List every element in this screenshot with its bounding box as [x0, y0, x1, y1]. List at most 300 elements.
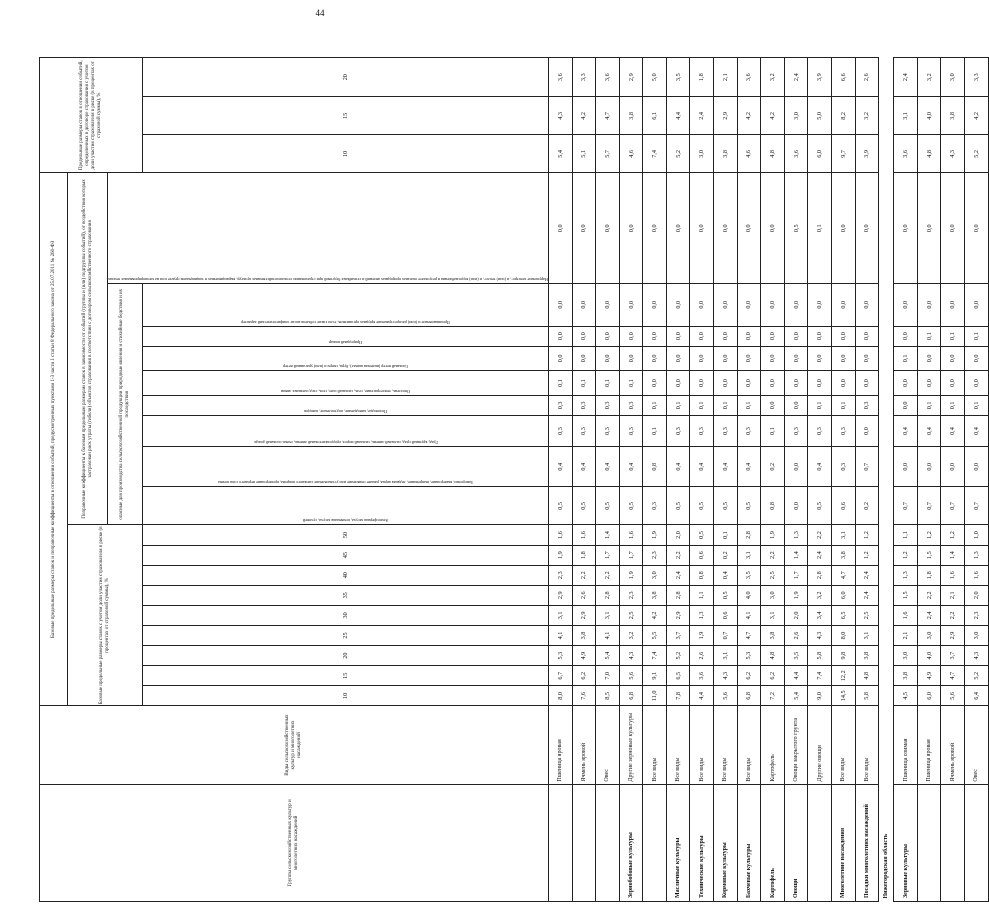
event-9-header: Нарушение электро-, и (или) тепло-, и (или) водоснабжения в результате опасных природных явлений и стихийных бедствий при страховании сельскохозяйственных культур, выращиваемых в защищенном грунте или на мелиорированных землях [108, 173, 549, 284]
base-rate-cell: 2,8 [596, 585, 620, 605]
crop-type-cell: Все виды [643, 706, 667, 784]
table-row [714, 58, 738, 902]
special-rate-cell: 3,6 [894, 135, 918, 173]
coefficient-cell: 0,0 [832, 371, 856, 396]
base-rate-cell: 14,5 [832, 686, 856, 706]
base-rate-cell: 1,6 [548, 525, 572, 545]
coefficient-cell: 0,0 [548, 326, 572, 346]
base-rate-cell: 3,5 [737, 565, 761, 585]
crop-type-cell: Все виды [855, 706, 879, 784]
special-rate-cell: 4,8 [917, 135, 941, 173]
base-rate-cell: 0,5 [690, 525, 714, 545]
coefficient-cell: 0,0 [548, 346, 572, 371]
base-rate-cell: 1,9 [761, 525, 785, 545]
base-rate-cell: 5,2 [965, 666, 989, 686]
coefficient-cell: 0,3 [548, 395, 572, 415]
crop-type-cell: Пшеница озимая [894, 706, 918, 784]
base-rate-cell: 3,4 [808, 605, 832, 625]
crop-type-cell: Овес [965, 706, 989, 784]
base-rate-cell: 1,9 [784, 585, 808, 605]
base-rate-cell: 5,6 [714, 686, 738, 706]
coefficient-cell: 0,5 [596, 487, 620, 525]
base-rate-cell: 1,1 [690, 585, 714, 605]
coefficient-cell: 0,3 [596, 395, 620, 415]
col-crop-group: Группы сельскохозяйственных культур и многолетних насаждений [40, 784, 549, 901]
crop-type-cell: Другие зерновые культуры [619, 706, 643, 784]
coefficient-cell: 0,0 [714, 173, 738, 284]
special-rate-cell: 4,6 [737, 135, 761, 173]
coefficient-cell: 0,5 [808, 487, 832, 525]
base-rate-level-25: 25 [142, 625, 548, 645]
base-rate-cell: 2,2 [941, 605, 965, 625]
special-rate-cell: 3,8 [714, 135, 738, 173]
base-rate-cell: 1,2 [917, 525, 941, 545]
coefficient-cell: 0,0 [894, 173, 918, 284]
coefficient-cell: 0,4 [714, 447, 738, 487]
coefficient-cell: 0,3 [596, 415, 620, 446]
coefficient-cell: 0,1 [643, 395, 667, 415]
coefficient-cell: 0,7 [941, 487, 965, 525]
base-rate-cell: 5,6 [619, 666, 643, 686]
coefficient-cell: 0,0 [690, 326, 714, 346]
base-rate-cell: 1,9 [619, 565, 643, 585]
coefficient-cell: 0,0 [714, 326, 738, 346]
base-rate-level-15: 15 [142, 666, 548, 686]
coefficient-cell: 0,0 [784, 447, 808, 487]
base-rate-cell: 3,8 [761, 625, 785, 645]
rotated-table-container [39, 57, 980, 902]
special-rate-level-20: 20 [142, 58, 548, 97]
coefficient-cell: 0,0 [714, 346, 738, 371]
coefficient-cell: 0,0 [808, 371, 832, 396]
special-rate-cell: 6,6 [832, 58, 856, 97]
base-rate-cell: 2,0 [784, 605, 808, 625]
crop-type-cell: Все виды [666, 706, 690, 784]
coefficient-cell: 0,0 [737, 326, 761, 346]
coefficient-cell: 0,0 [572, 326, 596, 346]
base-rate-cell: 12,2 [832, 666, 856, 686]
crop-type-cell: Другие овощи [808, 706, 832, 784]
base-rate-cell: 2,2 [761, 545, 785, 565]
coefficient-cell: 0,3 [784, 415, 808, 446]
table-row [596, 58, 620, 902]
base-rate-cell: 6,0 [832, 585, 856, 605]
table-row [917, 58, 941, 902]
base-rate-cell: 2,3 [548, 565, 572, 585]
page-number: 44 [315, 8, 325, 18]
base-rate-cell: 3,1 [548, 605, 572, 625]
special-rate-cell: 3,9 [808, 58, 832, 97]
coefficient-cell: 0,0 [572, 284, 596, 326]
coefficient-cell: 0,6 [832, 487, 856, 525]
coefficient-cell: 0,3 [855, 395, 879, 415]
coefficient-cell: 0,0 [808, 346, 832, 371]
coefficient-cell: 0,2 [855, 487, 879, 525]
coefficient-cell: 0,0 [761, 284, 785, 326]
base-rate-cell: 3,0 [894, 646, 918, 666]
base-rate-cell: 5,2 [666, 646, 690, 666]
base-rate-cell: 1,7 [784, 565, 808, 585]
special-rate-cell: 3,8 [619, 97, 643, 135]
coefficient-cell: 0,4 [917, 415, 941, 446]
base-rate-cell: 2,2 [917, 585, 941, 605]
base-rate-level-40: 40 [142, 565, 548, 585]
base-rate-cell: 4,7 [737, 625, 761, 645]
base-rate-cell: 6,2 [761, 666, 785, 686]
base-rate-cell: 6,5 [666, 666, 690, 686]
coefficient-cell: 0,0 [666, 371, 690, 396]
base-rate-cell: 11,0 [643, 686, 667, 706]
base-rate-cell: 1,4 [941, 545, 965, 565]
base-rate-cell: 1,9 [548, 545, 572, 565]
coefficient-cell: 0,0 [548, 173, 572, 284]
coefficient-cell: 0,5 [548, 487, 572, 525]
base-rate-cell: 4,7 [832, 565, 856, 585]
crop-type-cell: Картофель [761, 706, 785, 784]
coefficient-cell: 0,0 [784, 326, 808, 346]
base-rate-cell: 7,2 [761, 686, 785, 706]
base-rate-cell: 4,3 [808, 625, 832, 645]
special-rate-cell: 3,1 [894, 97, 918, 135]
special-rate-cell: 4,0 [917, 97, 941, 135]
coefficient-cell: 0,0 [596, 326, 620, 346]
crop-group-cell [572, 784, 596, 901]
coefficient-cell: 0,0 [855, 415, 879, 446]
coefficient-cell: 0,0 [832, 173, 856, 284]
base-rate-cell: 2,4 [855, 565, 879, 585]
base-rate-cell: 2,1 [941, 585, 965, 605]
base-rate-cell: 6,7 [548, 666, 572, 686]
coefficient-cell: 0,0 [690, 284, 714, 326]
coefficient-cell: 0,0 [965, 284, 989, 326]
coefficient-cell: 0,1 [917, 326, 941, 346]
special-rate-cell: 3,6 [737, 58, 761, 97]
base-rate-cell: 2,8 [666, 585, 690, 605]
coefficient-cell: 0,0 [690, 173, 714, 284]
table-row [941, 58, 965, 902]
base-rate-cell: 4,3 [965, 646, 989, 666]
coefficient-cell: 0,0 [548, 284, 572, 326]
coefficient-cell: 0,0 [737, 371, 761, 396]
coefficient-cell: 0,0 [894, 326, 918, 346]
base-rate-cell: 7,0 [596, 666, 620, 686]
base-rate-cell: 1,6 [965, 565, 989, 585]
base-rate-cell: 0,6 [690, 545, 714, 565]
coefficient-cell: 0,0 [784, 371, 808, 396]
base-rate-cell: 2,0 [965, 585, 989, 605]
base-rate-cell: 0,7 [714, 625, 738, 645]
base-rates-title: Базовые предельные размеры ставок с учетом доли участия страхователя в риске (в процентах от страховой суммы), % [68, 525, 143, 706]
coefficient-cell: 0,4 [941, 415, 965, 446]
special-rate-cell: 5,7 [596, 135, 620, 173]
table-body [548, 58, 988, 902]
base-rate-cell: 2,2 [808, 525, 832, 545]
special-rate-cell: 5,1 [572, 135, 596, 173]
special-rate-cell: 5,0 [643, 58, 667, 97]
base-rate-cell: 2,5 [619, 605, 643, 625]
coefficient-cell: 0,0 [690, 346, 714, 371]
table-row [643, 58, 667, 902]
table-row [894, 58, 918, 902]
crop-group-cell [596, 784, 620, 901]
table-row [784, 58, 808, 902]
base-rate-cell: 7,8 [666, 686, 690, 706]
rates-table [39, 57, 989, 902]
base-rate-cell: 2,2 [666, 545, 690, 565]
special-rate-cell: 3,2 [855, 97, 879, 135]
base-rate-cell: 3,0 [965, 625, 989, 645]
coefficient-cell: 0,0 [965, 447, 989, 487]
coefficient-cell: 0,0 [894, 371, 918, 396]
special-rate-cell: 5,0 [808, 97, 832, 135]
coefficient-cell: 0,0 [941, 447, 965, 487]
coefficient-cell: 0,7 [965, 487, 989, 525]
base-rate-cell: 6,2 [572, 666, 596, 686]
coefficient-cell: 0,0 [737, 346, 761, 371]
base-rate-cell: 6,8 [619, 686, 643, 706]
special-rate-level-10: 10 [142, 135, 548, 173]
coefficient-cell: 0,0 [941, 346, 965, 371]
special-rate-level-15: 15 [142, 97, 548, 135]
table-row [965, 58, 989, 902]
special-rate-cell: 4,4 [666, 97, 690, 135]
base-rate-cell: 1,6 [941, 565, 965, 585]
base-rate-cell: 4,3 [619, 646, 643, 666]
crop-type-cell: Пшеница яровая [548, 706, 572, 784]
coefficient-cell: 0,1 [737, 395, 761, 415]
coefficient-cell: 0,0 [572, 173, 596, 284]
crop-type-cell: Ячмень яровой [941, 706, 965, 784]
base-rate-cell: 4,5 [894, 686, 918, 706]
special-rate-cell: 2,9 [714, 97, 738, 135]
crop-group-cell [941, 784, 965, 901]
special-rate-cell: 4,3 [941, 135, 965, 173]
base-rate-cell: 1,3 [965, 545, 989, 565]
base-rate-cell: 1,4 [784, 545, 808, 565]
crop-group-cell: Зернобобовые культуры [619, 784, 643, 901]
crop-type-cell: Все виды [737, 706, 761, 784]
table-row [690, 58, 714, 902]
base-rate-cell: 3,8 [894, 666, 918, 686]
special-rate-cell: 8,2 [832, 97, 856, 135]
special-rate-cell: 3,2 [761, 58, 785, 97]
coefficient-cell: 0,0 [832, 284, 856, 326]
coefficient-cell: 0,0 [917, 371, 941, 396]
base-rate-cell: 9,0 [808, 686, 832, 706]
base-rate-cell: 0,5 [714, 585, 738, 605]
base-rate-cell: 2,8 [737, 525, 761, 545]
coefficient-cell: 0,7 [894, 487, 918, 525]
table-row [619, 58, 643, 902]
coefficient-cell: 0,3 [832, 447, 856, 487]
coefficient-cell: 0,0 [855, 371, 879, 396]
base-rate-cell: 7,4 [808, 666, 832, 686]
special-rate-cell: 3,6 [548, 58, 572, 97]
special-rate-cell: 3,0 [690, 135, 714, 173]
base-rate-cell: 5,8 [808, 646, 832, 666]
special-rate-cell: 5,2 [666, 135, 690, 173]
crop-group-cell: Технические культуры [690, 784, 714, 901]
base-rate-cell: 3,2 [808, 585, 832, 605]
base-rate-cell: 1,4 [596, 525, 620, 545]
coefficient-cell: 0,1 [714, 395, 738, 415]
base-rate-cell: 2,3 [965, 605, 989, 625]
coefficient-cell: 0,0 [761, 395, 785, 415]
base-rate-cell: 3,2 [619, 625, 643, 645]
base-rate-cell: 4,1 [596, 625, 620, 645]
coefficient-cell: 0,3 [666, 415, 690, 446]
base-rate-cell: 1,0 [965, 525, 989, 545]
base-rate-cell: 3,6 [690, 666, 714, 686]
base-rate-cell: 5,6 [941, 686, 965, 706]
special-rate-cell: 4,7 [596, 97, 620, 135]
base-rate-cell: 2,9 [941, 625, 965, 645]
event-4-header: Половодье, наводнение, подтопление, паводок [142, 395, 548, 415]
base-rate-cell: 2,9 [548, 585, 572, 605]
base-rate-cell: 2,5 [761, 565, 785, 585]
event-3-header: Град, крупный град, сильный ливень, сильный мороз, продолжительный ливень, очень сильный дождь [142, 415, 548, 446]
base-rate-cell: 2,3 [643, 545, 667, 565]
table-row [761, 58, 785, 902]
base-rate-cell: 2,3 [619, 585, 643, 605]
coefficient-cell: 0,0 [666, 173, 690, 284]
coefficient-cell: 0,1 [941, 395, 965, 415]
base-rate-cell: 8,5 [596, 686, 620, 706]
coefficient-cell: 0,5 [572, 487, 596, 525]
special-rate-cell: 3,6 [596, 58, 620, 97]
special-rate-cell: 4,2 [737, 97, 761, 135]
base-rate-cell: 3,1 [761, 605, 785, 625]
base-rate-cell: 4,2 [643, 605, 667, 625]
base-rate-cell: 1,1 [894, 525, 918, 545]
base-rate-cell: 5,3 [737, 646, 761, 666]
coefficient-cell: 0,1 [619, 371, 643, 396]
base-rate-cell: 1,7 [596, 545, 620, 565]
crop-group-cell: Многолетние насаждения [832, 784, 856, 901]
crop-group-cell [548, 784, 572, 901]
special-rate-cell: 3,3 [965, 58, 989, 97]
base-rate-cell: 1,2 [855, 525, 879, 545]
special-rate-cell: 3,3 [572, 58, 596, 97]
crop-group-cell: Зерновые культуры [894, 784, 918, 901]
coefficient-cell: 0,0 [917, 284, 941, 326]
coefficient-cell: 0,0 [855, 173, 879, 284]
special-rates-title: Предельные размеры ставок в отношении событий, определенных в договоре страхования с учетом доли участия страхователя в риске (в процентах от страховой суммы), % [40, 58, 143, 173]
base-rate-cell: 1,5 [894, 585, 918, 605]
special-rate-cell: 6,0 [808, 135, 832, 173]
base-rate-cell: 2,6 [572, 585, 596, 605]
base-rate-cell: 2,9 [666, 605, 690, 625]
base-rate-cell: 2,2 [572, 565, 596, 585]
special-rate-cell: 7,4 [643, 135, 667, 173]
coefficient-cell: 0,5 [714, 487, 738, 525]
base-rate-level-10: 10 [142, 686, 548, 706]
coefficient-cell: 0,0 [855, 346, 879, 371]
base-rate-cell: 3,7 [666, 625, 690, 645]
crop-type-cell: Все виды [832, 706, 856, 784]
base-rate-cell: 6,2 [737, 666, 761, 686]
coefficient-cell: 0,0 [941, 173, 965, 284]
special-rate-cell: 2,6 [855, 58, 879, 97]
coefficient-cell: 0,0 [761, 371, 785, 396]
base-rate-cell: 6,5 [832, 605, 856, 625]
base-rate-cell: 1,6 [572, 525, 596, 545]
coefficient-cell: 0,8 [761, 487, 785, 525]
base-rate-cell: 5,4 [784, 686, 808, 706]
coefficient-cell: 0,7 [855, 447, 879, 487]
coefficient-cell: 0,4 [572, 447, 596, 487]
crop-group-cell [917, 784, 941, 901]
coefficient-cell: 0,0 [894, 395, 918, 415]
base-rate-cell: 6,8 [737, 686, 761, 706]
coefficient-cell: 0,0 [917, 447, 941, 487]
coefficient-cell: 0,0 [619, 326, 643, 346]
base-rate-cell: 0,6 [714, 605, 738, 625]
base-rate-cell: 2,2 [596, 565, 620, 585]
special-rate-cell: 5,2 [965, 135, 989, 173]
coefficient-cell: 0,0 [714, 284, 738, 326]
base-rate-cell: 4,1 [548, 625, 572, 645]
base-rate-cell: 1,2 [941, 525, 965, 545]
coefficient-cell: 0,0 [643, 284, 667, 326]
coefficient-cell: 0,4 [894, 415, 918, 446]
coefficient-cell: 0,1 [941, 326, 965, 346]
base-rate-cell: 9,8 [832, 646, 856, 666]
coefficient-cell: 0,0 [643, 326, 667, 346]
coefficient-cell: 0,0 [572, 346, 596, 371]
coefficient-cell: 0,0 [784, 395, 808, 415]
coefficient-cell: 0,0 [596, 173, 620, 284]
crop-type-cell: Ячмень яровой [572, 706, 596, 784]
coefficient-cell: 0,0 [965, 346, 989, 371]
base-rate-cell: 2,8 [808, 565, 832, 585]
coefficient-cell: 0,0 [808, 326, 832, 346]
special-rate-cell: 5,4 [548, 135, 572, 173]
table-title: Базовые предельные размеры ставок и поправочные коэффициенты в отношении событий, предусмотренных пунктами 1-3 части 1 статьи 8 Федерального закона от 25.07.2011 № 260-ФЗ [40, 173, 68, 706]
table-row [855, 58, 879, 902]
base-rate-cell: 4,3 [714, 666, 738, 686]
coefficient-cell: 0,0 [784, 487, 808, 525]
base-rate-cell: 1,6 [619, 525, 643, 545]
base-rate-cell: 0,2 [714, 545, 738, 565]
special-rate-cell: 3,5 [666, 58, 690, 97]
coefficient-cell: 0,0 [965, 173, 989, 284]
coefficient-cell: 0,1 [894, 346, 918, 371]
crop-group-cell: Бахчевые культуры [737, 784, 761, 901]
coefficient-cell: 0,4 [965, 415, 989, 446]
coefficient-cell: 0,0 [643, 371, 667, 396]
base-rate-cell: 0,4 [714, 565, 738, 585]
crop-type-cell: Овес [596, 706, 620, 784]
base-rate-cell: 4,7 [941, 666, 965, 686]
crop-group-cell: Посадки многолетних насаждений [855, 784, 879, 901]
special-rate-cell: 4,2 [761, 97, 785, 135]
event-7-header: Природный пожар [142, 326, 548, 346]
base-rate-cell: 1,6 [894, 605, 918, 625]
base-rate-cell: 4,4 [784, 666, 808, 686]
special-rate-cell: 2,4 [690, 97, 714, 135]
base-rate-cell: 4,8 [761, 646, 785, 666]
base-rate-cell: 2,1 [894, 625, 918, 645]
coefficient-cell: 0,3 [548, 415, 572, 446]
table-row [548, 58, 572, 902]
base-rate-cell: 1,3 [894, 565, 918, 585]
special-rate-cell: 3,6 [784, 135, 808, 173]
coefficient-cell: 0,0 [596, 284, 620, 326]
base-rate-cell: 3,0 [761, 585, 785, 605]
coefficient-cell: 0,0 [784, 284, 808, 326]
coefficient-cell: 0,0 [832, 346, 856, 371]
